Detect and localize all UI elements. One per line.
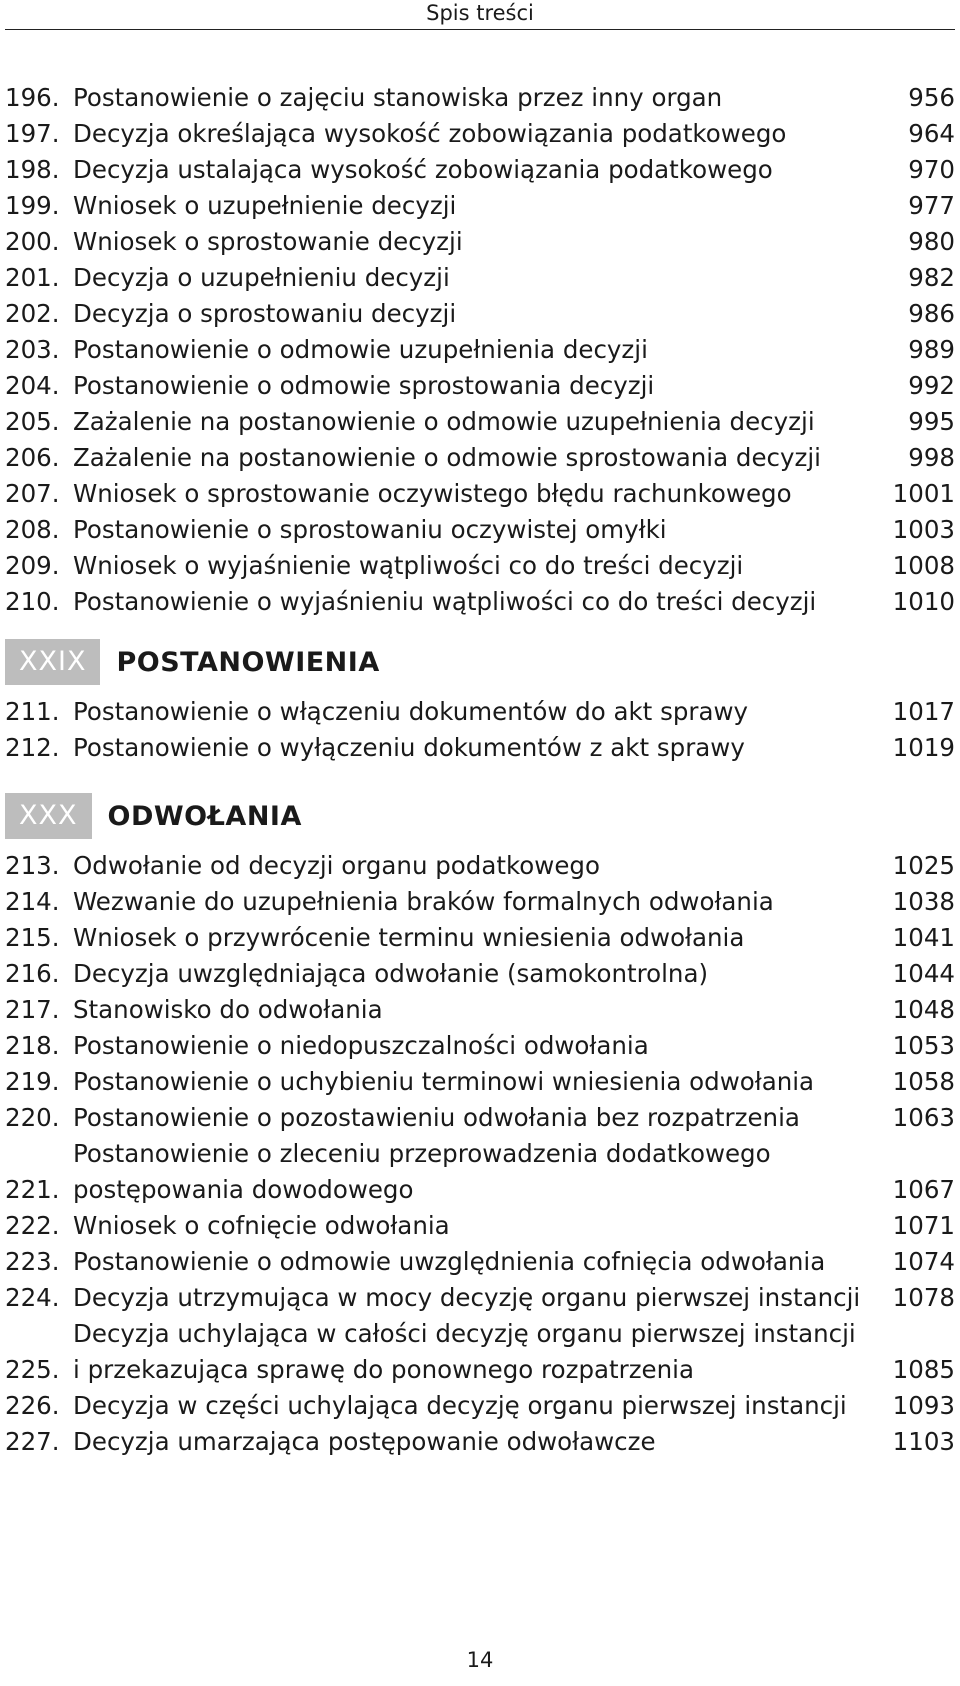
- toc-entry[interactable]: [5, 920, 955, 956]
- entry-title: Zażalenie na postanowienie o odmowie uzupełnienia decyzji: [73, 407, 815, 436]
- entry-number: 209.: [5, 551, 60, 580]
- entry-title: Stanowisko do odwołania: [73, 995, 383, 1024]
- entry-page-number: 1053: [892, 1031, 955, 1060]
- entry-number: 215.: [5, 923, 60, 952]
- entry-title: Decyzja określająca wysokość zobowiązania podatkowego: [73, 119, 787, 148]
- table-of-contents: [5, 80, 955, 1460]
- entry-page-number: 1025: [892, 851, 955, 880]
- toc-entry[interactable]: [5, 548, 955, 584]
- entry-number: 212.: [5, 733, 60, 762]
- entry-page-number: 995: [908, 407, 955, 436]
- entry-number: 227.: [5, 1427, 60, 1456]
- entry-title: Postanowienie o włączeniu dokumentów do akt sprawy: [73, 697, 749, 726]
- entry-page-number: 982: [908, 263, 955, 292]
- entry-page-number: 977: [908, 191, 955, 220]
- entry-page-number: 1071: [892, 1211, 955, 1240]
- chapter-heading-xxx: [5, 792, 955, 840]
- entry-number: 206.: [5, 443, 60, 472]
- entry-page-number: 1048: [892, 995, 955, 1024]
- entry-title: Postanowienie o odmowie uzupełnienia decyzji: [73, 335, 648, 364]
- entry-number: 214.: [5, 887, 60, 916]
- entry-title: Decyzja w części uchylająca decyzję organu pierwszej instancji: [73, 1391, 847, 1420]
- entry-page-number: 1041: [892, 923, 955, 952]
- toc-entry[interactable]: [5, 440, 955, 476]
- entry-title: Postanowienie o sprostowaniu oczywistej omyłki: [73, 515, 667, 544]
- entry-page-number: 1001: [892, 479, 955, 508]
- toc-entry[interactable]: [5, 1028, 955, 1064]
- entry-title: Wezwanie do uzupełnienia braków formalnych odwołania: [73, 887, 774, 916]
- entry-number: 210.: [5, 587, 60, 616]
- toc-entry[interactable]: [5, 848, 955, 884]
- entry-title: Postanowienie o uchybieniu terminowi wniesienia odwołania: [73, 1067, 815, 1096]
- toc-entry[interactable]: [5, 1136, 955, 1208]
- entry-number: 204.: [5, 371, 60, 400]
- entry-number: 201.: [5, 263, 60, 292]
- entry-title: Postanowienie o niedopuszczalności odwołania: [73, 1031, 649, 1060]
- entry-number: 221.: [5, 1175, 60, 1204]
- toc-entry[interactable]: [5, 404, 955, 440]
- header-rule: [5, 29, 955, 30]
- toc-entry[interactable]: [5, 512, 955, 548]
- toc-entry[interactable]: [5, 584, 955, 620]
- toc-entry[interactable]: [5, 992, 955, 1028]
- entry-number: 205.: [5, 407, 60, 436]
- entry-title: Decyzja umarzająca postępowanie odwoławcze: [73, 1427, 656, 1456]
- toc-group-a: [5, 80, 955, 620]
- entry-title: Postanowienie o wyjaśnieniu wątpliwości co do treści decyzji: [73, 587, 817, 616]
- toc-entry[interactable]: [5, 224, 955, 260]
- entry-page-number: 1017: [892, 697, 955, 726]
- toc-entry[interactable]: [5, 1280, 955, 1316]
- entry-page-number: 1010: [892, 587, 955, 616]
- entry-number: 197.: [5, 119, 60, 148]
- toc-entry[interactable]: [5, 152, 955, 188]
- toc-entry[interactable]: [5, 476, 955, 512]
- entry-number: 223.: [5, 1247, 60, 1276]
- entry-number: 203.: [5, 335, 60, 364]
- page-number: 14: [466, 1648, 494, 1672]
- toc-entry[interactable]: [5, 368, 955, 404]
- entry-number: 208.: [5, 515, 60, 544]
- toc-entry[interactable]: [5, 884, 955, 920]
- entry-number: 225.: [5, 1355, 60, 1384]
- entry-page-number: 1067: [892, 1175, 955, 1204]
- entry-title: Postanowienie o zajęciu stanowiska przez inny organ: [73, 83, 723, 112]
- entry-number: 218.: [5, 1031, 60, 1060]
- toc-entry[interactable]: [5, 188, 955, 224]
- entry-title: Decyzja uwzględniająca odwołanie (samokontrolna): [73, 959, 709, 988]
- entry-title: Postanowienie o odmowie sprostowania decyzji: [73, 371, 655, 400]
- toc-entry[interactable]: [5, 116, 955, 152]
- running-head-title: Spis treści: [426, 1, 534, 25]
- entry-title: Decyzja utrzymująca w mocy decyzję organu pierwszej instancji: [73, 1283, 861, 1312]
- entry-title: Wniosek o wyjaśnienie wątpliwości co do treści decyzji: [73, 551, 744, 580]
- entry-page-number: 1019: [892, 733, 955, 762]
- entry-title: Decyzja o sprostowaniu decyzji: [73, 299, 457, 328]
- entry-title: Wniosek o uzupełnienie decyzji: [73, 191, 457, 220]
- entry-page-number: 1093: [892, 1391, 955, 1420]
- entry-number: 220.: [5, 1103, 60, 1132]
- toc-entry[interactable]: [5, 1100, 955, 1136]
- entry-title: Zażalenie na postanowienie o odmowie sprostowania decyzji: [73, 443, 821, 472]
- entry-title: Decyzja ustalająca wysokość zobowiązania podatkowego: [73, 155, 773, 184]
- entry-page-number: 1008: [892, 551, 955, 580]
- entry-page-number: 970: [908, 155, 955, 184]
- chapter-number-badge: XXX: [5, 793, 92, 839]
- entry-page-number: 980: [908, 227, 955, 256]
- entry-number: 198.: [5, 155, 60, 184]
- entry-title: Postanowienie o zleceniu przeprowadzenia dodatkowego postępowania dowodowego: [73, 1139, 771, 1204]
- chapter-number-badge: XXIX: [5, 639, 100, 685]
- entry-number: 196.: [5, 83, 60, 112]
- entry-number: 200.: [5, 227, 60, 256]
- entry-page-number: 1078: [892, 1283, 955, 1312]
- entry-number: 211.: [5, 697, 60, 726]
- entry-page-number: 956: [908, 83, 955, 112]
- entry-number: 202.: [5, 299, 60, 328]
- entry-page-number: 986: [908, 299, 955, 328]
- chapter-title: POSTANOWIENIA: [116, 646, 380, 678]
- toc-group-c: [5, 848, 955, 1460]
- entry-number: 219.: [5, 1067, 60, 1096]
- toc-entry[interactable]: [5, 1316, 955, 1388]
- entry-number: 224.: [5, 1283, 60, 1312]
- toc-entry[interactable]: [5, 1244, 955, 1280]
- entry-title: Wniosek o sprostowanie oczywistego błędu rachunkowego: [73, 479, 792, 508]
- entry-title: Decyzja uchylająca w całości decyzję organu pierwszej instancji i przekazująca sprawę do ponownego rozpatrzenia: [73, 1319, 856, 1384]
- entry-number: 226.: [5, 1391, 60, 1420]
- entry-page-number: 1063: [892, 1103, 955, 1132]
- toc-entry[interactable]: [5, 956, 955, 992]
- entry-page-number: 1038: [892, 887, 955, 916]
- chapter-heading-xxix: [5, 638, 955, 686]
- entry-number: 199.: [5, 191, 60, 220]
- entry-page-number: 1003: [892, 515, 955, 544]
- toc-entry[interactable]: [5, 1064, 955, 1100]
- entry-title: Postanowienie o pozostawieniu odwołania bez rozpatrzenia: [73, 1103, 800, 1132]
- toc-entry[interactable]: [5, 1424, 955, 1460]
- toc-entry[interactable]: [5, 296, 955, 332]
- toc-group-b: [5, 694, 955, 766]
- entry-page-number: 1074: [892, 1247, 955, 1276]
- entry-page-number: 1058: [892, 1067, 955, 1096]
- entry-title: Postanowienie o wyłączeniu dokumentów z akt sprawy: [73, 733, 745, 762]
- toc-entry[interactable]: [5, 730, 955, 766]
- entry-page-number: 1103: [892, 1427, 955, 1456]
- entry-page-number: 989: [908, 335, 955, 364]
- toc-entry[interactable]: [5, 1388, 955, 1424]
- entry-number: 222.: [5, 1211, 60, 1240]
- entry-title: Wniosek o cofnięcie odwołania: [73, 1211, 450, 1240]
- entry-number: 217.: [5, 995, 60, 1024]
- entry-number: 207.: [5, 479, 60, 508]
- entry-title: Wniosek o przywrócenie terminu wniesienia odwołania: [73, 923, 745, 952]
- entry-number: 213.: [5, 851, 60, 880]
- entry-page-number: 1044: [892, 959, 955, 988]
- toc-entry[interactable]: [5, 260, 955, 296]
- entry-title: Wniosek o sprostowanie decyzji: [73, 227, 463, 256]
- entry-page-number: 1085: [892, 1355, 955, 1384]
- entry-title: Decyzja o uzupełnieniu decyzji: [73, 263, 450, 292]
- toc-entry[interactable]: [5, 332, 955, 368]
- toc-entry[interactable]: [5, 1208, 955, 1244]
- toc-entry[interactable]: [5, 80, 955, 116]
- entry-page-number: 992: [908, 371, 955, 400]
- entry-page-number: 998: [908, 443, 955, 472]
- entry-number: 216.: [5, 959, 60, 988]
- chapter-title: ODWOŁANIA: [107, 800, 302, 832]
- toc-entry[interactable]: [5, 694, 955, 730]
- entry-title: Postanowienie o odmowie uwzględnienia cofnięcia odwołania: [73, 1247, 826, 1276]
- entry-page-number: 964: [908, 119, 955, 148]
- entry-title: Odwołanie od decyzji organu podatkowego: [73, 851, 600, 880]
